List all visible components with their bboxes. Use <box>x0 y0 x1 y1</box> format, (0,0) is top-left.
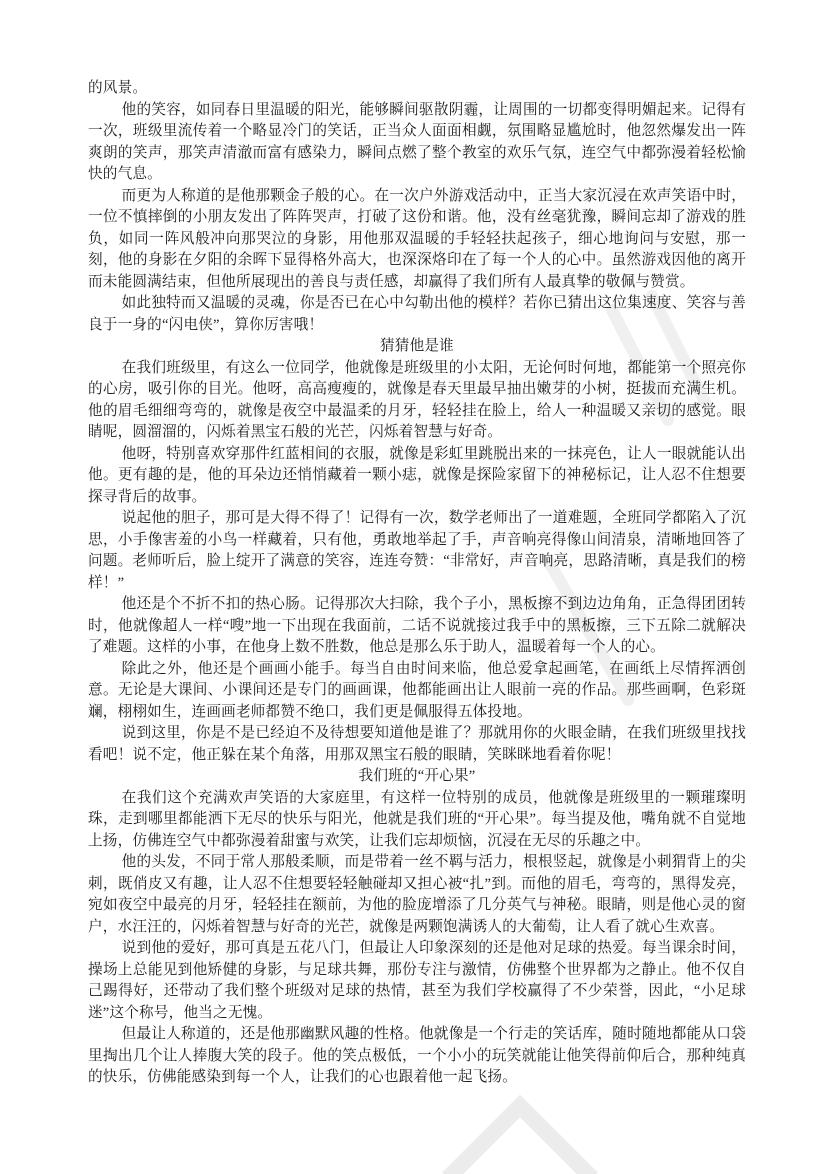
paragraph: 的风景。 <box>88 80 148 96</box>
paragraph: 在我们这个充满欢声笑语的大家庭里，有这样一位特别的成员，他就像是班级里的一颗璀璨明珠，走到哪里都能洒下无尽的快乐与阳光，他就是我们班的“开心果”。每当提及他，嘴角就不自觉地上扬，仿佛连空气中都弥漫着甜蜜与欢笑，让我们忘却烦恼，沉浸在无尽的乐趣之中。 <box>88 789 746 849</box>
paragraph: 说到这里，你是不是已经迫不及待想要知道他是谁了？那就用你的火眼金睛，在我们班级里找找看吧！说不定，他正躲在某个角落，用那双黑宝石般的眼睛，笑眯眯地看着你呢！ <box>88 725 746 763</box>
paragraph: 而更为人称道的是他那颗金子般的心。在一次户外游戏活动中，正当大家沉浸在欢声笑语中时，一位不慎摔倒的小朋友发出了阵阵哭声，打破了这份和谐。他，没有丝毫犹豫，瞬间忘却了游戏的胜负，如同一阵风般冲向那哭泣的身影，用他那双温暖的手轻轻扶起孩子，细心地询问与安慰，那一刻，他的身影在夕阳的余晖下显得格外高大，也深深烙印在了每一个人的心中。虽然游戏因他的离开而未能圆满结束，但他所展现出的善良与责任感，却赢得了我们所有人最真挚的敬佩与赞赏。 <box>88 187 746 290</box>
paragraph: 说到他的爱好，那可真是五花八门，但最让人印象深刻的还是他对足球的热爱。每当课余时间，操场上总能见到他矫健的身影，与足球共舞，那份专注与激情，仿佛整个世界都为之静止。他不仅自己踢得好，还带动了我们整个班级对足球的热情，甚至为我们学校赢得了不少荣誉，因此，“小足球迷”这个称号，他当之无愧。 <box>88 940 746 1021</box>
paragraph: 他的笑容，如同春日里温暖的阳光，能够瞬间驱散阴霾，让周围的一切都变得明媚起来。记得有一次，班级里流传着一个略显冷门的笑话，正当众人面面相觑，氛围略显尴尬时，他忽然爆发出一阵爽朗的笑声，那笑声清澈而富有感染力，瞬间点燃了整个教室的欢乐气氛，连空气中都弥漫着轻松愉快的气息。 <box>88 101 746 182</box>
paragraph: 说起他的胆子，那可是大得不得了！记得有一次，数学老师出了一道难题，全班同学都陷入了沉思，小手像害羞的小鸟一样藏着，只有他，勇敢地举起了手，声音响亮得像山间清泉，清晰地回答了问题。老师听后，脸上绽开了满意的笑容，连连夸赞：“非常好，声音响亮，思路清晰，真是我们的榜样！” <box>88 510 746 591</box>
paragraph: 他呀，特别喜欢穿那件红蓝相间的衣服，就像是彩虹里跳脱出来的一抹亮色，让人一眼就能认出他。更有趣的是，他的耳朵边还悄悄藏着一颗小痣，就像是探险家留下的神秘标记，让人忍不住想要探寻背后的故事。 <box>88 445 746 505</box>
paragraph: 在我们班级里，有这么一位同学，他就像是班级里的小太阳，无论何时何地，都能第一个照亮你的心房，吸引你的目光。他呀，高高瘦瘦的，就像是春天里最早抽出嫩芽的小树，挺拔而充满生机。他的眉毛细细弯弯的，就像是夜空中最温柔的月牙，轻轻挂在脸上，给人一种温暖又亲切的感觉。眼睛呢，圆溜溜的，闪烁着黑宝石般的光芒，闪烁着智慧与好奇。 <box>88 359 746 440</box>
section-title: 猜猜他是谁 <box>380 338 454 354</box>
paragraph: 他还是个不折不扣的热心肠。记得那次大扫除，我个子小，黑板擦不到边边角角，正急得团团转时，他就像超人一样“嗖”地一下出现在我面前，二话不说就接过我手中的黑板擦，三下五除二就解决了难题。这样的小事，在他身上数不胜数，他总是那么乐于助人，温暖着每一个人的心。 <box>88 596 746 655</box>
paragraph: 他的头发，不同于常人那般柔顺，而是带着一丝不羁与活力，根根竖起，就像是小刺猬背上的尖刺，既俏皮又有趣，让人忍不住想要轻轻触碰却又担心被“扎”到。而他的眉毛，弯弯的，黑得发亮，宛如夜空中最亮的月牙，轻轻挂在额前，为他的脸庞增添了几分英气与神秘。眼睛，则是他心灵的窗户，水汪汪的，闪烁着智慧与好奇的光芒，就像是两颗饱满诱人的大葡萄，让人看了就心生欢喜。 <box>88 854 746 935</box>
paragraph: 如此独特而又温暖的灵魂，你是否已在心中勾勒出他的模样？若你已猜出这位集速度、笑容与善良于一身的“闪电侠”，算你厉害哦！ <box>88 295 746 333</box>
section-title: 我们班的“开心果” <box>358 768 476 784</box>
paragraph: 除此之外，他还是个画画小能手。每当自由时间来临，他总爱拿起画笔，在画纸上尽情挥洒创意。无论是大课间、小课间还是专门的画画课，他都能画出让人眼前一亮的作品。那些画啊，色彩斑斓，栩栩如生，连画画老师都赞不绝口，我们更是佩服得五体投地。 <box>88 660 746 720</box>
watermark-fragment-chevron <box>448 1106 592 1174</box>
document-body <box>88 78 746 1089</box>
paragraph: 但最让人称道的，还是他那幽默风趣的性格。他就像是一个行走的笑话库，随时随地都能从口袋里掏出几个让人捧腹大笑的段子。他的笑点极低，一个小小的玩笑就能让他笑得前仰后合，那种纯真的快乐，仿佛能感染到每一个人，让我们的心也跟着他一起飞扬。 <box>88 1026 746 1085</box>
